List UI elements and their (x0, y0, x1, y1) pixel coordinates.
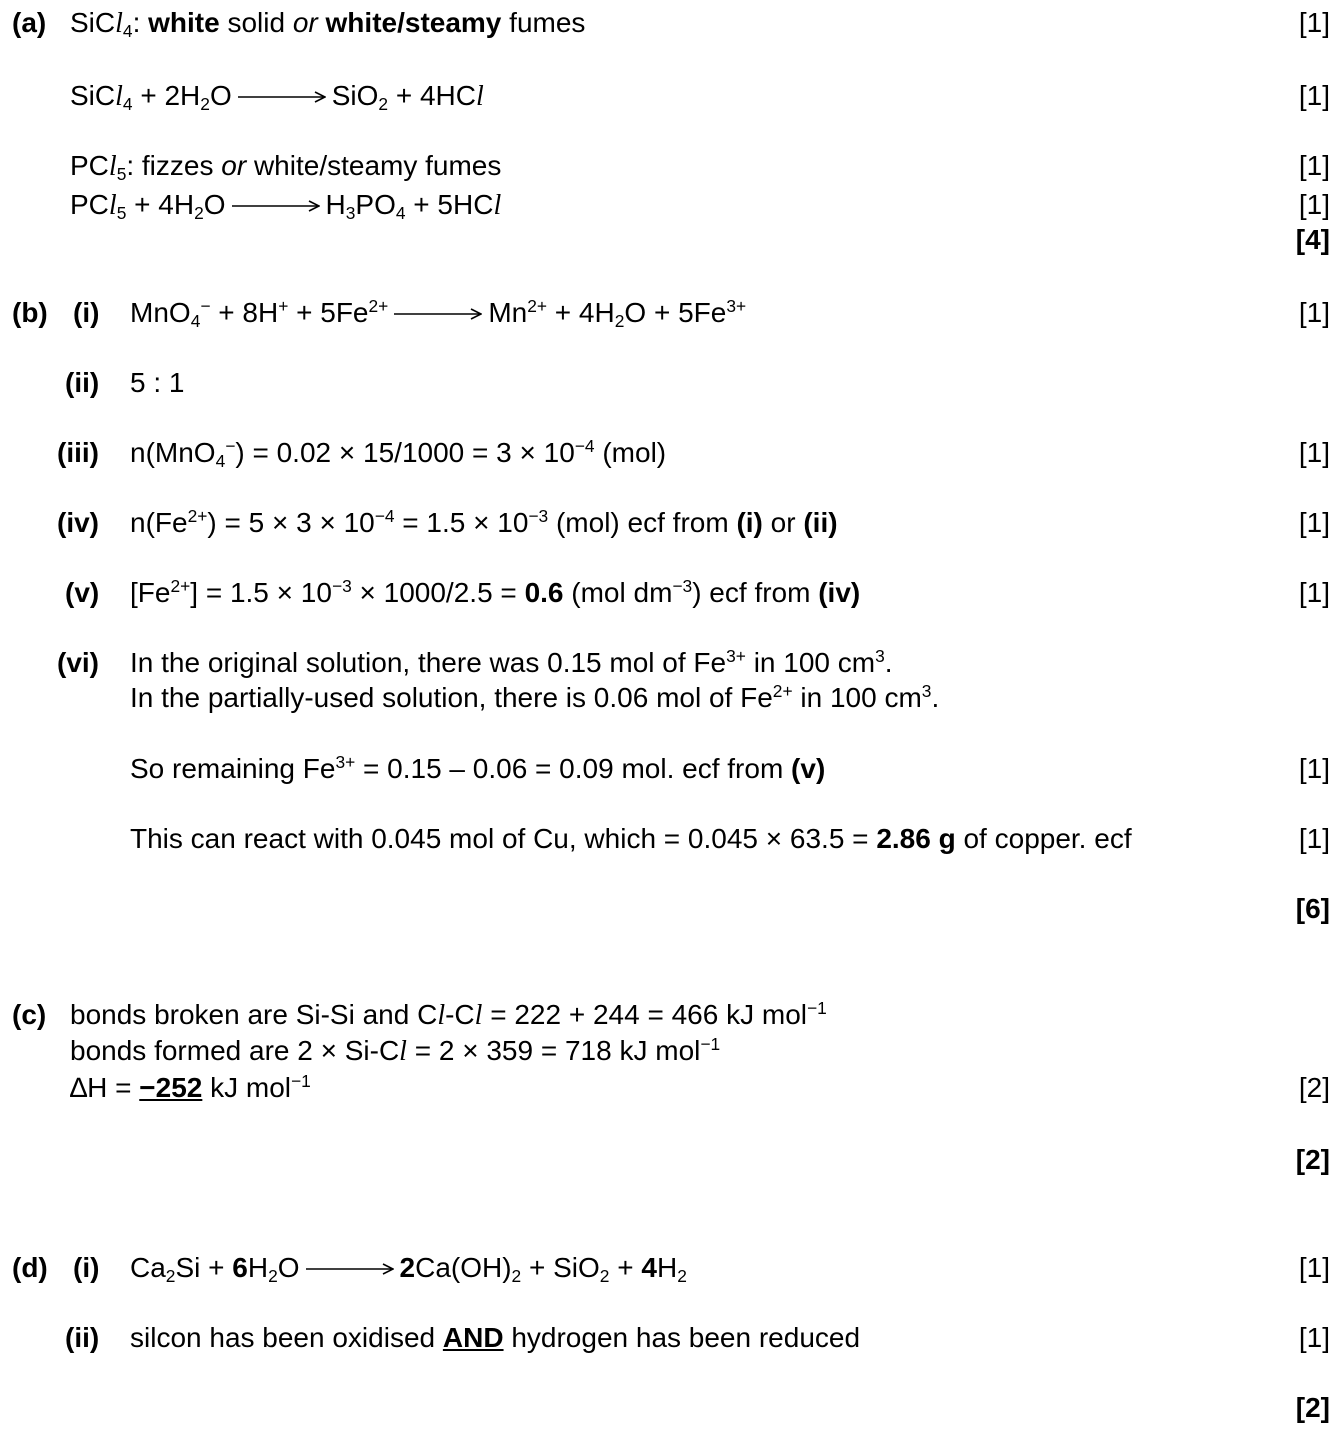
sub-label: (v) (65, 577, 100, 608)
mark: [1] (1298, 7, 1330, 38)
part-d-ii: (ii) silcon has been oxidised AND hydrogen has been reduced [1] (0, 1320, 1340, 1356)
total-mark: [6] (1295, 893, 1330, 924)
sub-label: (iii) (57, 437, 99, 468)
reaction-arrow-icon (238, 78, 326, 114)
part-b-iii: (iii) $n(MnO_4^-) = 0.02 \times 15/1000 = 3 \times 10^{-4}$ (mol) [1] (57, 435, 1330, 472)
mark: [1] (1298, 437, 1330, 468)
part-d-i: (d) (i) $Ca_2Si + 6H_2O$ $2Ca(OH)_2 + SiO_2 + 4H_2$ [1] (12, 1252, 1330, 1287)
reaction-arrow-icon (394, 295, 482, 331)
mark: [1] (1298, 150, 1330, 181)
part-a-line-1: (a) SiCl$_4$: white solid or white/steamy fumes [1] (12, 7, 1330, 42)
sub-label: (i) (73, 297, 100, 328)
part-a-label: (a) (12, 7, 47, 38)
part-b-vi-line-1: (vi) In the original solution, there was 0.15 mol of $Fe^{3+}$ in 100 $cm^3$. (0, 645, 1340, 681)
part-b-label: (b) (12, 297, 48, 328)
sub-label: (ii) (65, 1322, 100, 1353)
total-mark: [2] (1295, 1144, 1330, 1175)
part-b-total (0, 891, 1340, 927)
part-b-ii: (ii) 5 : 1 (0, 365, 1340, 401)
part-c-total (0, 1142, 1340, 1178)
part-a-total (0, 222, 1340, 258)
mark: [1] (1298, 1252, 1330, 1283)
sub-label: (ii) (65, 367, 100, 398)
mark: [1] (1298, 507, 1330, 538)
part-a-line-3: PCl$_5$: fizzes or white/steamy fumes [1] (70, 150, 1330, 185)
total-mark: [2] (1295, 1392, 1330, 1423)
part-c-line-3: ∆H = −252 kJ mol$^{-1}$ [2] (0, 1070, 1340, 1106)
part-a-line-2: SiCl$_4$ + $2H_2O$ SiO$_2$ + 4HCl [1] (70, 80, 1330, 115)
part-c-label: (c) (12, 999, 47, 1030)
sub-label: (vi) (57, 647, 99, 678)
part-b-i: (b) (i) $MnO_4^- + 8H^+ + 5Fe^{2+}$ $Mn^{2+} + 4H_2O + 5Fe^{3+}$ [1] (12, 295, 1330, 332)
mark: [1] (1298, 577, 1330, 608)
part-a-line-4: $PCl_5 + 4H_2O$ $H_3PO_4 + 5HCl$ [1] (70, 189, 1330, 224)
sub-label: (iv) (57, 507, 99, 538)
sub-label: (i) (73, 1252, 100, 1283)
part-d-total (0, 1390, 1340, 1426)
part-c-line-2: bonds formed are 2 × Si-Cl = 2 × 359 = 718 kJ mol$^{-1}$ (70, 1033, 721, 1067)
mark: [1] (1298, 189, 1330, 220)
mark: [1] (1298, 753, 1330, 784)
part-b-vi-line-2: In the partially-used solution, there is 0.06 mol of $Fe^{2+}$ in 100 $cm^3$. (130, 680, 940, 713)
mark: [1] (1298, 823, 1330, 854)
part-d-label: (d) (12, 1252, 48, 1283)
mark: [1] (1298, 297, 1330, 328)
mark: [2] (1298, 1072, 1330, 1103)
total-mark: [4] (1295, 224, 1330, 255)
part-b-v: (v) $[Fe^{2+}] = 1.5 \times 10^{-3} \times 1000/2.5 = 0.6$ (mol $dm^{-3}$) ecf from (iv) [1] (0, 575, 1340, 611)
part-b-vi-line-4: This can react with 0.045 mol of Cu, which = 0.045 × 63.5 = 2.86 g of copper. ecf [1] (0, 821, 1340, 857)
part-b-vi-line-3: So remaining $Fe^{3+} = 0.15 - 0.06 = 0.09$ mol. ecf from (v) [1] (0, 751, 1340, 787)
reaction-arrow-icon (306, 1250, 394, 1286)
mark: [1] (1298, 1322, 1330, 1353)
part-b-iv: (iv) $n(Fe^{2+}) = 5 \times 3 \times 10^{-4} = 1.5 \times 10^{-3}$ (mol) ecf from (i) or (ii) [1] (0, 505, 1340, 541)
reaction-arrow-icon (232, 187, 320, 223)
part-c-line-1: (c) bonds broken are Si-Si and Cl-Cl = 222 + 244 = 466 kJ mol$^{-1}$ (12, 997, 827, 1031)
mark: [1] (1298, 80, 1330, 111)
